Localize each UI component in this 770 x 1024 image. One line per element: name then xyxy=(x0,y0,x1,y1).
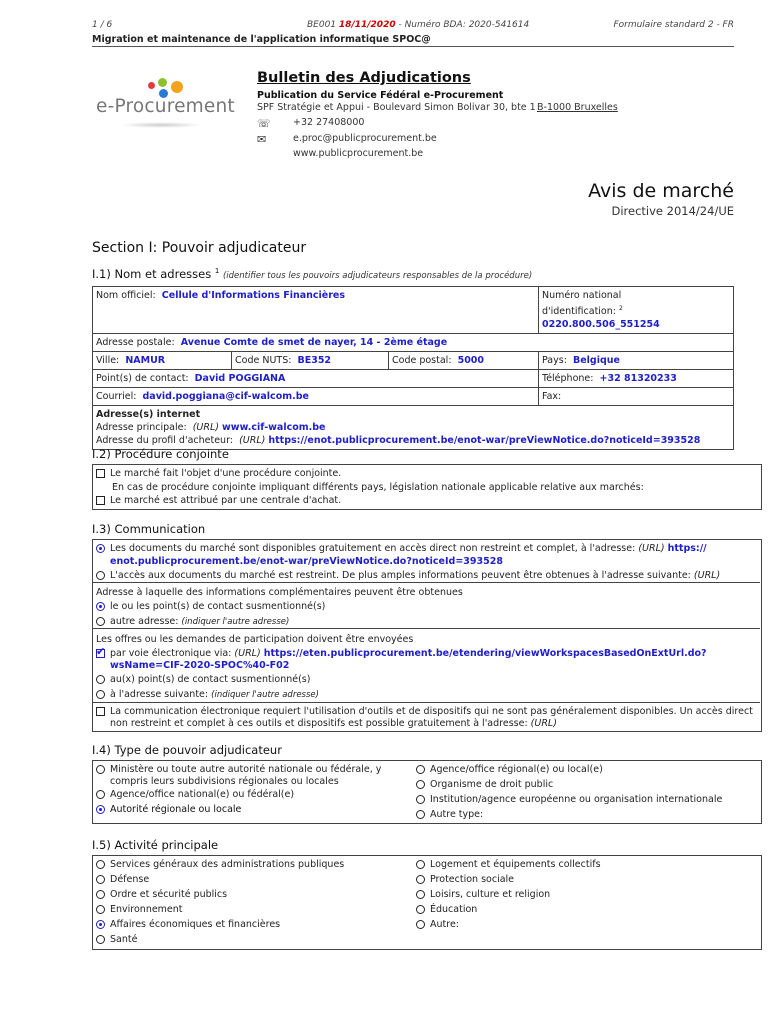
docs-free-option[interactable]: Les documents du marché sont disponibles gratuitement en accès direct non restreint et complet, à l'adresse: (URL) https:// xyxy=(96,542,707,555)
info-address-title: Adresse à laquelle des informations complémentaires peuvent être obtenues xyxy=(96,587,463,598)
document-subtitle: Migration et maintenance de l'application informatique SPOC@ xyxy=(92,34,734,47)
activity-option-health[interactable]: Santé xyxy=(96,933,137,946)
send-address-radio[interactable] xyxy=(96,690,105,699)
internet-label: Adresse(s) internet xyxy=(96,409,201,421)
info-contact-radio[interactable] xyxy=(96,602,105,611)
notice-title: Avis de marché xyxy=(588,180,734,202)
form-type: Formulaire standard 2 - FR xyxy=(613,20,734,30)
authority-option-public-body[interactable]: Organisme de droit public xyxy=(416,778,553,791)
activity-option-public-order[interactable]: Ordre et sécurité publics xyxy=(96,888,227,901)
authority-radio-ministry[interactable] xyxy=(96,765,105,774)
authority-option-regional-agency[interactable]: Agence/office régional(e) ou local(e) xyxy=(416,763,603,776)
send-electronic-checkbox[interactable] xyxy=(96,649,105,658)
divider xyxy=(92,702,760,703)
logo-text: e-Procurement xyxy=(96,96,235,117)
country: Belgique xyxy=(572,355,620,367)
central-purchasing-checkbox[interactable] xyxy=(96,496,105,505)
i5-heading: I.5) Activité principale xyxy=(92,838,219,852)
activity-radio-environment[interactable] xyxy=(96,905,105,914)
activity-option-leisure[interactable]: Loisirs, culture et religion xyxy=(416,888,550,901)
address-table xyxy=(92,286,734,450)
publisher-address: SPF Stratégie et Appui - Boulevard Simon Bolivar 30, bte 1 xyxy=(257,102,536,113)
joint-procedure-option[interactable]: Le marché fait l'objet d'une procédure conjointe. xyxy=(96,467,341,480)
send-offers-title: Les offres ou les demandes de participation doivent être envoyées xyxy=(96,634,414,645)
etendering-url-part1[interactable]: https://eten.publicprocurement.be/etendering/viewWorkspacesBasedOnExtUrl.do? xyxy=(263,648,707,659)
publication-date: 18/11/2020 xyxy=(338,20,396,30)
logo-shadow xyxy=(120,122,202,128)
divider xyxy=(92,582,760,583)
postal-code: 5000 xyxy=(457,355,485,367)
authority-radio-eu-institution[interactable] xyxy=(416,795,425,804)
etendering-url-part2[interactable]: wsName=CIF-2020-SPOC%40-F02 xyxy=(110,660,290,671)
logo-dot-orange xyxy=(171,81,183,93)
email-cell: Courriel: david.poggiana@cif-walcom.be xyxy=(93,388,539,406)
official-name-cell: Nom officiel: Cellule d'Informations Financières xyxy=(93,287,539,334)
phone-icon: ☏ xyxy=(257,117,271,130)
send-contact-radio[interactable] xyxy=(96,675,105,684)
activity-option-social[interactable]: Protection sociale xyxy=(416,873,514,886)
internet-cell: Adresse(s) internet Adresse principale: (URL) www.cif-walcom.be Adresse du profil d'acheteur: (URL) https://enot.publicprocurement.be/enot-war/preViewNotice.do?noticeId=393528 xyxy=(93,406,734,450)
authority-option-ministry[interactable]: Ministère ou toute autre autorité nationale ou fédérale, y xyxy=(96,763,381,776)
section-title: Section I: Pouvoir adjudicateur xyxy=(92,240,307,256)
page-header xyxy=(92,20,734,34)
postal-address-cell: Adresse postale: Avenue Comte de smet de nayer, 14 - 2ème étage xyxy=(93,334,734,352)
phone-cell: Téléphone: +32 81320233 xyxy=(539,370,734,388)
logo-dot-red xyxy=(148,82,155,89)
activity-option-economic[interactable]: Affaires économiques et financières xyxy=(96,918,280,931)
authority-radio-other[interactable] xyxy=(416,810,425,819)
send-electronic-option[interactable]: ✔par voie électronique via: (URL) https://eten.publicprocurement.be/etendering/viewWorkspacesBasedOnExtUrl.do? xyxy=(96,647,707,660)
publisher-email[interactable]: e.proc@publicprocurement.be xyxy=(293,133,437,144)
etendering-url-line xyxy=(110,659,289,672)
i4-heading: I.4) Type de pouvoir adjudicateur xyxy=(92,743,282,757)
nuts-cell: Code NUTS: BE352 xyxy=(232,352,389,370)
publisher-email-row xyxy=(257,133,457,146)
i1-note: (identifier tous les pouvoirs adjudicateurs responsables de la procédure) xyxy=(222,271,533,281)
i1-heading: I.1) Nom et adresses $^1$ (identifier tous les pouvoirs adjudicateurs responsables de la procédure) xyxy=(92,267,533,281)
info-other-option[interactable]: autre adresse: (indiquer l'autre adresse) xyxy=(96,615,289,629)
buyer-profile-link[interactable]: https://enot.publicprocurement.be/enot-war/preViewNotice.do?noticeId=393528 xyxy=(268,435,701,447)
activity-radio-general-services[interactable] xyxy=(96,860,105,869)
country-cell: Pays: Belgique xyxy=(539,352,734,370)
activity-radio-housing[interactable] xyxy=(416,860,425,869)
fax-cell: Fax: xyxy=(539,388,734,406)
i3-heading: I.3) Communication xyxy=(92,522,206,536)
bulletin-title: Bulletin des Adjudications xyxy=(257,70,471,86)
electronic-tools-line2: non restreint et complet à ces outils et dispositifs est possible gratuitement à l'adresse: (URL) xyxy=(110,718,557,729)
activity-radio-other[interactable] xyxy=(416,920,425,929)
envelope-icon: ✉ xyxy=(257,133,267,146)
activity-option-general-services[interactable]: Services généraux des administrations publiques xyxy=(96,858,344,871)
electronic-tools-checkbox[interactable] xyxy=(96,707,105,716)
official-name: Cellule d'Informations Financières xyxy=(161,290,346,301)
authority-option-eu-institution[interactable]: Institution/agence européenne ou organisation internationale xyxy=(416,793,722,806)
postal-address: Avenue Comte de smet de nayer, 14 - 2ème étage xyxy=(180,337,448,349)
docs-url-line xyxy=(110,555,503,568)
activity-option-other[interactable]: Autre: xyxy=(416,918,459,931)
notice-directive: Directive 2014/24/UE xyxy=(611,204,734,218)
publisher-city: B-1000 Bruxelles xyxy=(537,102,618,113)
activity-radio-public-order[interactable] xyxy=(96,890,105,899)
docs-free-radio[interactable] xyxy=(96,544,105,553)
activity-radio-leisure[interactable] xyxy=(416,890,425,899)
info-contact-option[interactable]: le ou les point(s) de contact susmentionné(s) xyxy=(96,600,325,613)
authority-option-ministry-line2: compris leurs subdivisions régionales ou locales xyxy=(110,776,339,787)
activity-option-housing[interactable]: Logement et équipements collectifs xyxy=(416,858,601,871)
send-address-option[interactable]: à l'adresse suivante: (indiquer l'autre adresse) xyxy=(96,688,319,702)
activity-option-environment[interactable]: Environnement xyxy=(96,903,183,916)
authority-option-other[interactable]: Autre type: xyxy=(416,808,483,821)
nuts-code: BE352 xyxy=(297,355,332,367)
logo-dot-green xyxy=(158,78,167,87)
postal-code-cell: Code postal: 5000 xyxy=(389,352,539,370)
page-number: 1 / 6 xyxy=(92,20,113,30)
activity-option-education[interactable]: Éducation xyxy=(416,903,477,916)
contact-email[interactable]: david.poggiana@cif-walcom.be xyxy=(142,391,309,403)
activity-option-defense[interactable]: Défense xyxy=(96,873,149,886)
city-cell: Ville: NAMUR xyxy=(93,352,232,370)
authority-option-national-agency[interactable]: Agence/office national(e) ou fédéral(e) xyxy=(96,788,294,801)
authority-radio-regional[interactable] xyxy=(96,805,105,814)
activity-radio-health[interactable] xyxy=(96,935,105,944)
activity-radio-defense[interactable] xyxy=(96,875,105,884)
publisher-phone-row xyxy=(257,117,457,130)
docs-restricted-option[interactable]: L'accès aux documents du marché est restreint. De plus amples informations peuvent être obtenues à l'adresse suivante: (URL) xyxy=(96,569,720,582)
national-id-cell: Numéro national d'identification: $^2$ 0220.800.506_551254 xyxy=(539,287,734,334)
activity-radio-education[interactable] xyxy=(416,905,425,914)
contact-phone: +32 81320233 xyxy=(599,373,677,385)
publisher-phone: +32 27408000 xyxy=(293,117,365,128)
joint-procedure-checkbox[interactable] xyxy=(96,469,105,478)
contact-cell: Point(s) de contact: David POGGIANA xyxy=(93,370,539,388)
publisher-web-row xyxy=(257,148,457,161)
divider xyxy=(92,628,760,629)
notice-ref: BE001 18/11/2020 - Numéro BDA: 2020-541614 xyxy=(307,20,530,30)
i2-heading: I.2) Procédure conjointe xyxy=(92,447,229,461)
joint-procedure-law-note: En cas de procédure conjointe impliquant différents pays, législation nationale applicable relative aux marchés: xyxy=(112,482,644,493)
authority-option-regional[interactable]: Autorité régionale ou locale xyxy=(96,803,241,816)
electronic-tools-option[interactable]: La communication électronique requiert l'utilisation d'outils et de dispositifs qui ne sont pas généralement disponibles. Un accès direct xyxy=(96,705,753,718)
main-address-link[interactable]: www.cif-walcom.be xyxy=(222,422,326,434)
docs-url-part2[interactable]: enot.publicprocurement.be/enot-war/preViewNotice.do?noticeId=393528 xyxy=(110,556,503,567)
publisher-website[interactable]: www.publicprocurement.be xyxy=(293,148,424,159)
publisher-name: Publication du Service Fédéral e-Procurement xyxy=(257,90,504,101)
activity-radio-social[interactable] xyxy=(416,875,425,884)
contact-person: David POGGIANA xyxy=(194,373,286,385)
docs-restricted-radio[interactable] xyxy=(96,571,105,580)
activity-radio-economic[interactable] xyxy=(96,920,105,929)
central-purchasing-option[interactable]: Le marché est attribué par une centrale d'achat. xyxy=(96,494,341,507)
authority-radio-national-agency[interactable] xyxy=(96,790,105,799)
info-other-radio[interactable] xyxy=(96,617,105,626)
authority-radio-regional-agency[interactable] xyxy=(416,765,425,774)
national-id: 0220.800.506_551254 xyxy=(542,319,660,331)
send-contact-option[interactable]: au(x) point(s) de contact susmentionné(s) xyxy=(96,673,310,686)
docs-url-part1[interactable]: https:// xyxy=(667,543,707,554)
city: NAMUR xyxy=(125,355,166,367)
authority-radio-public-body[interactable] xyxy=(416,780,425,789)
